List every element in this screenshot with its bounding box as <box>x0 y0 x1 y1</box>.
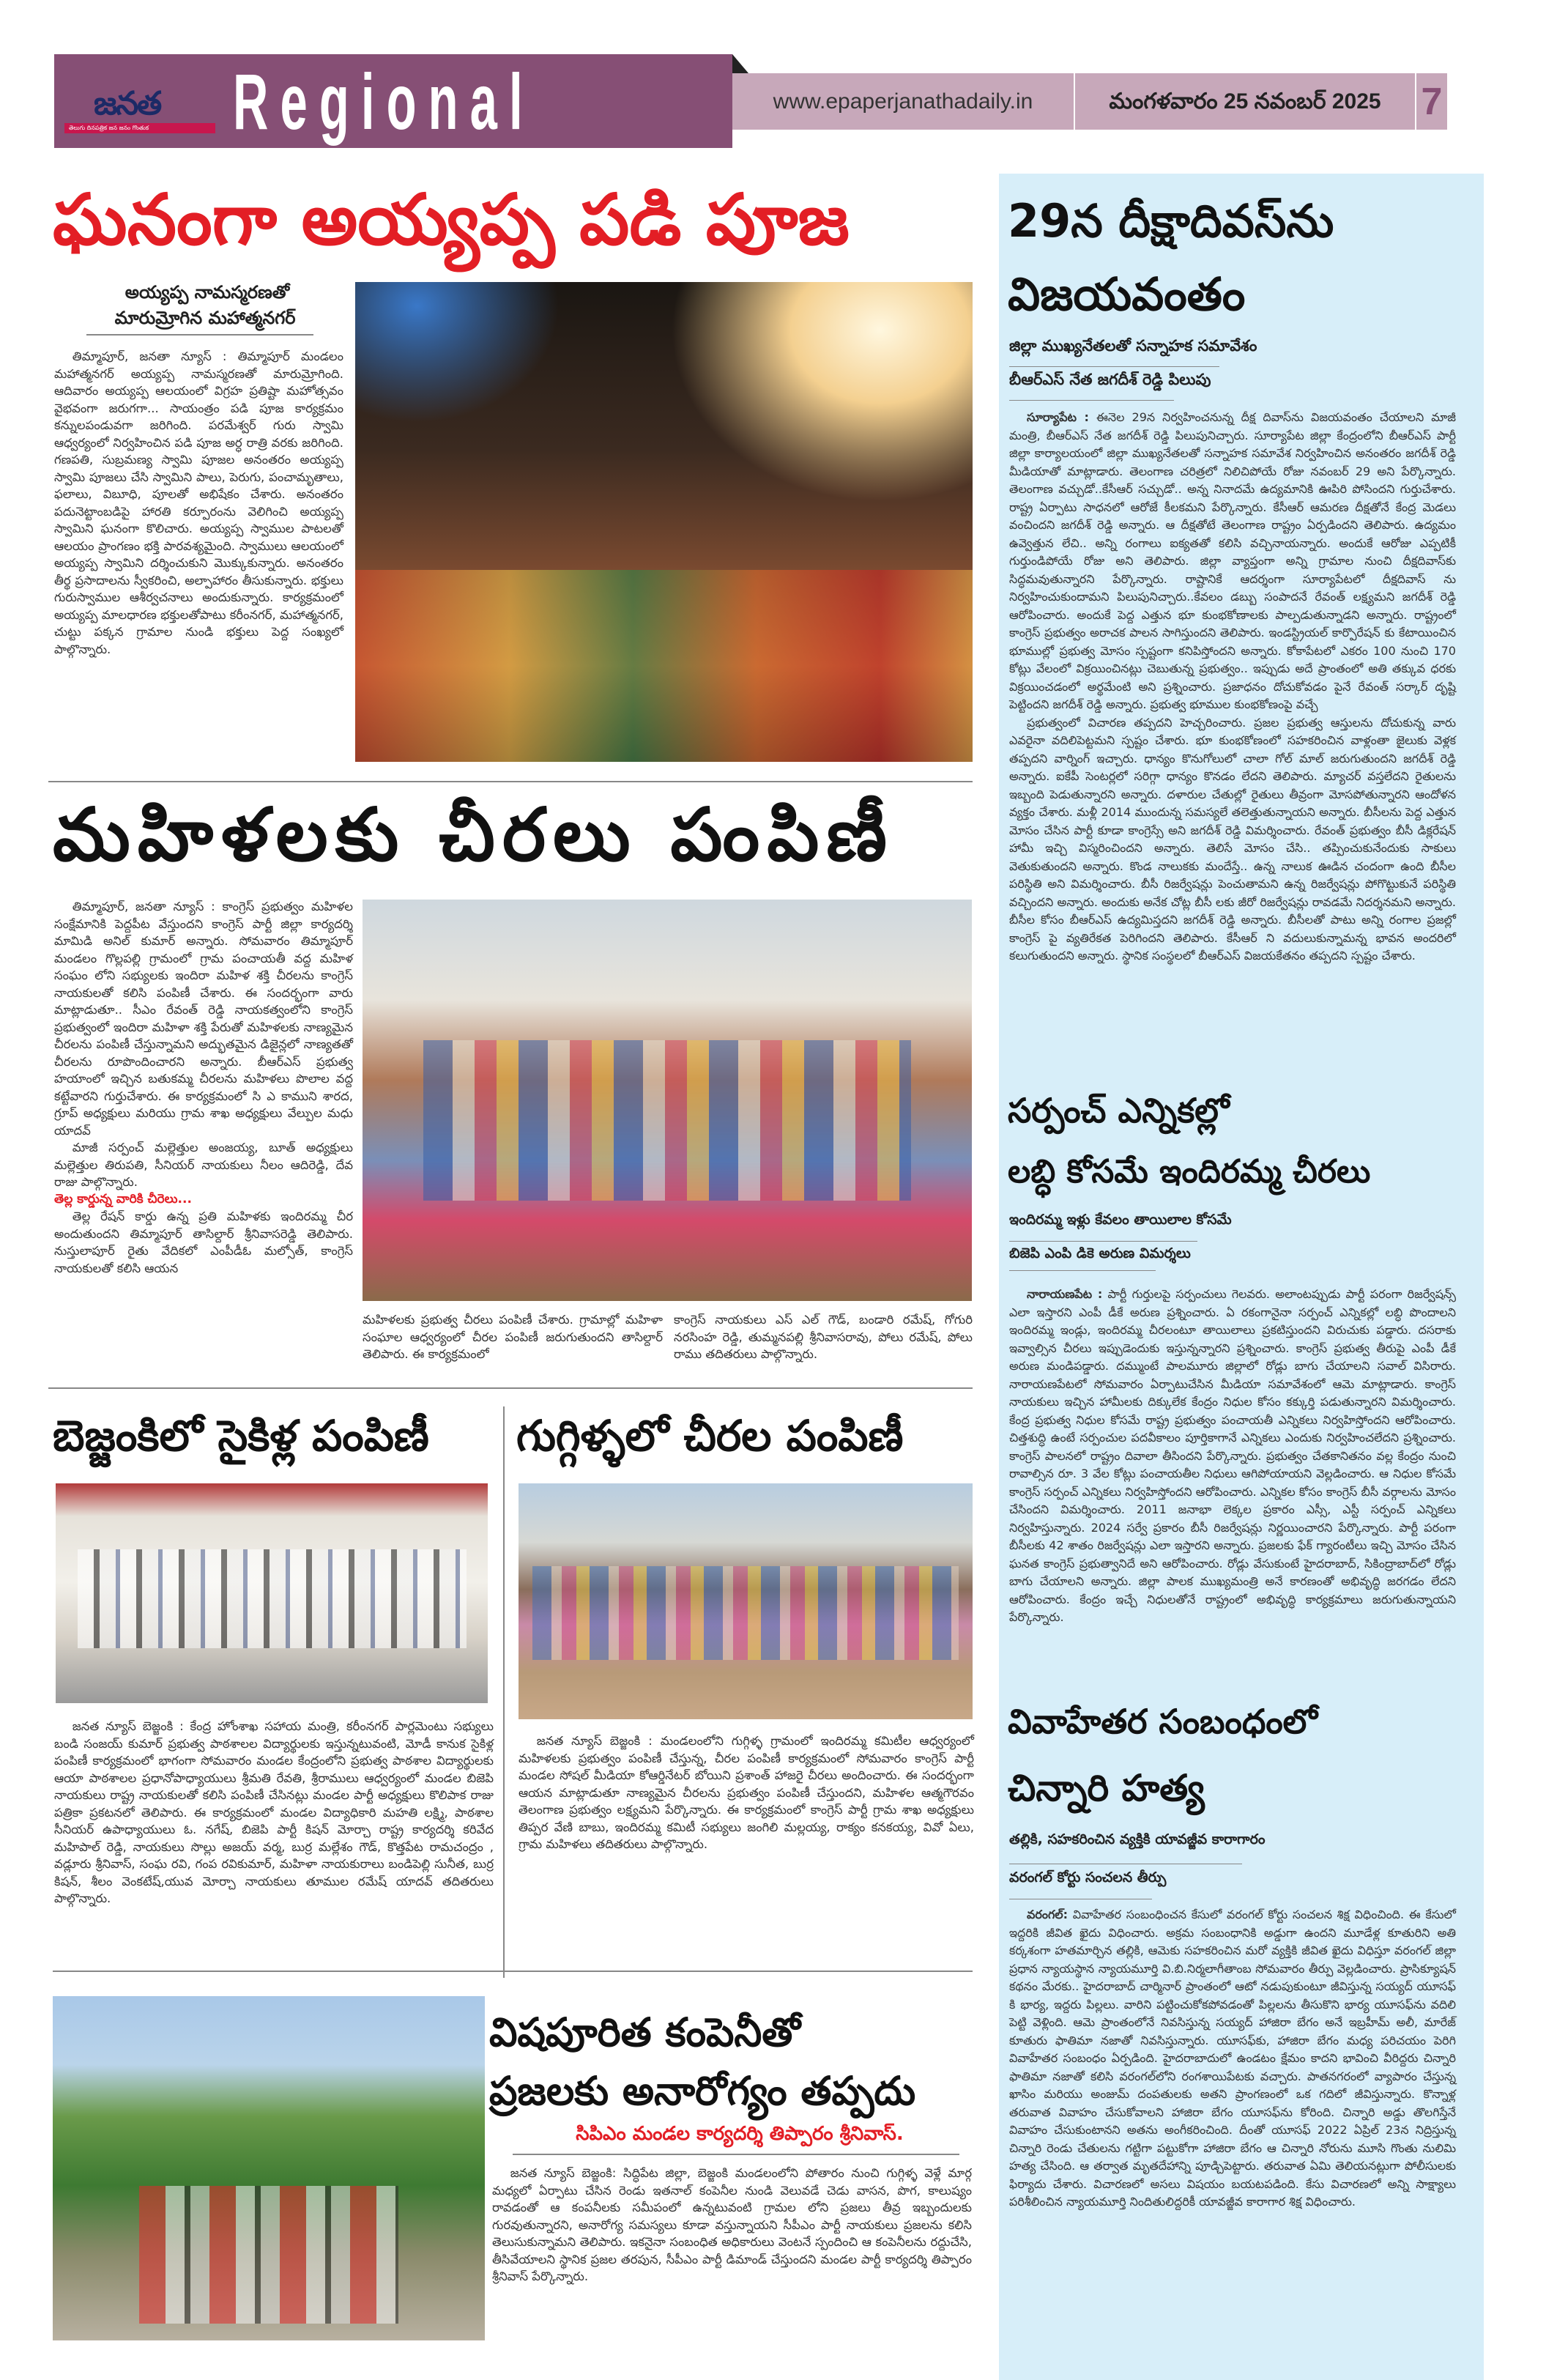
body-text: మాజీ సర్పంచ్ మల్లెత్తుల అంజయ్య, బూత్ అధ్యక్షులు మల్లెత్తుల తిరుపతి, సీనియర్ నాయకులు నీలం ఆదిరెడ్డి, దేవ రాజు పాల్గొన్నారు. <box>54 1141 353 1189</box>
article-body-sarees-2 <box>363 1311 663 1363</box>
headline-murder-2: చిన్నారి హత్య <box>1008 1767 1205 1809</box>
article-body-cpm <box>492 2165 972 2286</box>
headline-cpm-1: విషపూరిత కంపెనీతో <box>489 2009 800 2055</box>
red-subhead: తెల్ల కార్డున్న వారికి చీరెలు... <box>54 1191 192 1206</box>
column-divider <box>503 1406 505 1978</box>
body-text: పార్టీ గుర్తులపై సర్పంచులు గెలవరు. అలాంటప్పుడు పార్టీ పరంగా రిజర్వేషన్స్ ఎలా ఇస్తారని ఎంపీ డీకే అరుణ ప్రశ్నించారు. ఏ రకంగానైనా సర్పంచ్ ఎన్నికల్లో లబ్ధి పొందాలని ఇందిరమ్మ ఇండ్లు, ఇందిరమ్మ చీరలంటూ తాయిలాలు ప్రకటిస్తుందని విరుచుకు పడ్డారు. దసరాకు ఇవ్వాల్సిన చీరలు ఇప్పుడెందుకు ఇస్తున్నన్నారని ప్రశ్నించారు. కాంగ్రెస్ ప్రభుత్వ తీరుపై ఎంపీ డీకే అరుణ మండిపడ్డారు. దమ్ముంటే పాలమూరు జిల్లాలో రోడ్లు బాగు చేయాలని సవాల్ విసిరారు. నారాయణపేటలో సోమవారం ఏర్పాటుచేసిన మీడియా సమావేశంలో ఆమె మాట్లాడారు. కాంగ్రెస్ నాయకులు ఇచ్చిన హామీలకు దిక్కులేక కేంద్రం నిధుల కోసం కక్కుర్తి పడుతున్నారని విమర్శించారు. కేంద్ర ప్రభుత్వ నిధుల కోసమే రాష్ట్ర ప్రభుత్వం పంచాయతీ ఎన్నికలు నిర్వహిస్తోందని ఆరోపించారు. చిత్తశుద్ధి ఉంటే సర్పంచుల పదవీకాలం పూర్తికాగానే ఎన్నికలు ఎందుకు నిర్వహించలేదని ప్రశ్నించారు. కాంగ్రెస్ పాలనలో రాష్ట్రం దివాలా తీసిందని పేర్కొన్నారు. ప్రభుత్వం చేతకానితనం వల్ల కేంద్రం నుంచి రావాల్సిన రూ. 3 వేల కోట్లు పంచాయతీల నిధులు ఆగిపోయాయని వెల్లడించారు. ఆ నిధుల కోసమే కాంగ్రెస్ సర్పంచ్ ఎన్నికలు నిర్వహిస్తోందని ఆరోపించారు. ఎన్నికల కోసం కాంగ్రెస్ బీసీ వర్గాలను మోసం చేసిందని విమర్శించారు. 2011 జనాభా లెక్కల ప్రకారం ఎస్సీ, ఎస్టీ సర్పంచ్ ఎన్నికలు నిర్వహిస్తున్నారు. 2024 సర్వే ప్రకారం బీసీ రిజర్వేషన్లు నిర్ణయించారని పేర్కొన్నారు. పార్టీ పరంగా బీసీలకు 42 శాతం రిజర్వేషన్లు ఎలా ఇస్తారని అన్నారు. ప్రజలకు ఫేక్ గ్యారంటీలు ఇచ్చి మోసం చేసిన ఘనత కాంగ్రెస్ ప్రభుత్వానిదే అని ఆరోపించారు. రోడ్లు వేసుకుంటే హైదరాబాద్, సికింద్రాబాద్‌లో రోడ్లు బాగు చేయాలని అన్నారు. జిల్లా పాలక ముఖ్యమంత్రి అనే కారణంతో అభివృద్ధి జరగడం లేదని ఆరోపించారు. కేంద్రం ఇచ్చే నిధులతోనే రాష్ట్రంలో అభివృద్ధి కార్యక్రమాలు జరుగుతున్నాయని పేర్కొన్నారు. <box>1009 1287 1456 1624</box>
headline-sarpanch-1: సర్పంచ్ ఎన్నికల్లో <box>1008 1091 1230 1130</box>
subhead-cpm: సిపిఎం మండల కార్యదర్శి తిప్పారం శ్రీనివాస్. <box>576 2123 904 2145</box>
headline-murder-1: వివాహేతర సంబంధంలో <box>1008 1702 1318 1741</box>
subhead-murder-1: తల్లికి, సహకరించిన వ్యక్తికి యావజ్జీవ కారాగారం <box>1009 1831 1266 1847</box>
article-body-sarees-3 <box>674 1311 973 1363</box>
body-text <box>1009 409 1456 714</box>
info-bar <box>732 73 1447 130</box>
issue-date: మంగళవారం 25 నవంబర్ 2025 <box>1075 73 1416 130</box>
body-text: ప్రభుత్వంలో విచారణ తప్పదని హెచ్చరించారు. ప్రజల ప్రభుత్వ ఆస్తులను దోచుకున్న వారు ఎవరైనా వదిలిపెట్టమని స్పష్టం చేశారు. భూ కుంభకోణంలో సహకరించిన వాళ్లంతా జైలుకు వెళ్లక తప్పదని వార్నింగ్ ఇచ్చారు. ధాన్యం కొనుగోలులో చాలా గోల్ మాల్ జరుగుతుందని జగదీశ్ రెడ్డి అన్నారు. ఐకేపీ సెంటర్లలో సరిగ్గా ధాన్యం కొనడం లేదని తెలిపారు. మ్యాచర్ వస్తలేదని రైతులను ఇబ్బంది పెడుతున్నారని అన్నారు. దళారుల చేతుల్లో రైతులు తీవ్రంగా మోసపోతున్నారని ఆందోళన వ్యక్తం చేశారు. మళ్లీ 2014 ముందున్న సమస్యలే తలెత్తుతున్నాయని అన్నారు. బీసీలను పెద్ద ఎత్తున మోసం చేసిన పార్టీ కూడా కాంగ్రెస్సే అని జగదీశ్ రెడ్డి విమర్శించారు. రేవంత్ ప్రభుత్వం బీసీ డిక్లరేషన్ హామీ ఇచ్చి విస్మరించిందని అన్నారు. తెలిసే మోసం చేసి.. తప్పించుకునేందుకు సాకులు వెతుకుతుందని అన్నారు. కొండ నాలుకకు మందేస్తే.. ఉన్న నాలుక ఊడిన చందంగా ఉంది బీసీల పరిస్థితి అని విమర్శించారు. బీసీ రిజర్వేషన్లు పెంచుతామని ఉన్న రిజర్వేషన్లు పోగొట్టుకునే పరిస్థితి వచ్చిందని అన్నారు. అందుకు అనేక చోట్ల బీసీ లకు జీరో రిజర్వేషన్లు రావడమే నిదర్శనమని అన్నారు. బీసీల కోసం బీఆర్ఎస్ ఉద్యమిస్తదని జగదీశ్ రెడ్డి అన్నారు. బీసీలతో పాటు అన్ని రంగాల ప్రజల్లో కాంగ్రెస్ పై వ్యతిరేకత పెరిగిందని తెలిపారు. కేసీఆర్ ని వదులుకున్నామన్న భావన అందరిలో కలుగుతుందని అన్నారు. స్థానిక సంస్థలలో బీఆర్ఎస్ విజయకేతనం తప్పదని స్పష్టం చేశారు. <box>1009 715 1456 963</box>
body-text: జనత న్యూస్ బెజ్జంకి: సిద్ధిపేట జిల్లా, బెజ్జంకి మండలంలోని పోతారం నుంచి గుగ్గిళ్ళ వెళ్లే మార్గ మధ్యలో ఏర్పాటు చేసిన రెండు ఇతనాల్ కంపెనీల నుండి వెలువడే చెడు వాసన, పొగ, కాలుష్యం రావడంతో ఆ కంపనీలకు సమీపంలో ఉన్నటువంటి గ్రామల లోని ప్రజలు తీవ్ర ఇబ్బందులకు గురవుతున్నారని, అనారోగ్య సమస్యలు కూడా వస్తున్నాయని సీపీఎం పార్టీ నాయకులు ప్రజలను కలిసి తెలుసుకున్నామని తెలిపారు. ఇకనైనా సంబంధిత అధికారులు వెంటనే స్పందించి ఆ కంపెనీలను రద్దుచేసి, తీసివేయాలని స్థానిక ప్రజల తరపున, సీపీఎం పార్టీ డిమాండ్ చేస్తుందని మండల పార్టీ కార్యదర్శి తిప్పారం శ్రీనివాస్ పేర్కొన్నారు. <box>492 2166 972 2283</box>
article-body-deeksha <box>1009 409 1456 965</box>
dateline: నారాయణపేట : <box>1027 1287 1103 1301</box>
section-title: Regional <box>233 57 535 146</box>
subhead-deeksha-1: జిల్లా ముఖ్యనేతలతో సన్నాహక సమావేశం <box>1009 337 1257 355</box>
body-text <box>1009 1286 1456 1627</box>
headline-ayyappa: ఘనంగా అయ్యప్ప పడి పూజ <box>53 179 850 261</box>
newspaper-logo <box>64 85 215 139</box>
body-text: తిమ్మాపూర్, జనతా న్యూస్ : తిమ్మాపూర్ మండలం మహాత్మనగర్ అయ్యప్ప నామస్మరణతో మారుమ్రోగింది. ఆదివారం అయ్యప్ప ఆలయంలో విగ్రహ ప్రతిష్టా మహోత్సవం వైభవంగా జరుగగా... సాయంత్రం పడి పూజ కార్యక్రమం కన్నులపండువగా జరిగింది. పరమేశ్వర్ గురు స్వామి ఆధ్వర్యంలో నిర్వహించిన పడి పూజ అర్ధ రాత్రి వరకు జరిగింది. గణపతి, సుబ్రమణ్య స్వామి పూజల అనంతరం అయ్యప్ప స్వామి పూజలు చేసి స్వామిని పాలు, పెరుగు, పంచామృతాలు, ఫలాలు, విబూధి, పూలతో అభిషేకం చేశారు. అనంతరం పదునెట్టాంబడిపై హారతి కర్పూరంను వెలిగించి అయ్యప్ప స్వామిని ఘనంగా కొలిచారు. అయ్యప్ప స్వాముల పాటలతో ఆలయం ప్రాంగణం భక్తి పారవశ్యమైంది. స్వాములు ఆలయంలో అయ్యప్ప స్వామిని దర్శించుకుని మొక్కుకున్నారు. అనంతరం తీర్థ ప్రసాదాలను స్వీకరించి, అల్పాహారం తీసుకున్నారు. భక్తులు గురుస్వాముల ఆశీర్వచనాలు అందుకున్నారు. కార్యక్రమంలో అయ్యప్ప మాలధారణ భక్తులతోపాటు కరీంనగర్, మహాత్మనగర్, చుట్టు పక్కన గ్రామాల నుండి భక్తులు పెద్ద సంఖ్యలో పాల్గొన్నారు. <box>54 349 343 656</box>
article-body-murder <box>1009 1906 1456 2212</box>
photo-cpm-leaders <box>53 1996 485 2340</box>
article-body-guggilla <box>519 1732 974 1853</box>
subhead-ayyappa-2: మారుమ్రోగిన మహాత్మనగర్ <box>114 308 296 328</box>
body-text: జనత న్యూస్ బెజ్జంకి : కేంద్ర హోంశాఖ సహాయ మంత్రి, కరీంనగర్ పార్లమెంటు సభ్యులు బండి సంజయ్ కుమార్ ప్రభుత్వ పాఠశాలల విద్యార్థులకు ఇస్తున్నటువంటి, మోడీ కానుక సైకిళ్ల పంపిణీ కార్యక్రమంలో భాగంగా సోమవారం మండల కేంద్రంలోని ప్రభుత్వ పాఠశాల విద్యార్థులకు ఆయా పాఠశాలల ప్రధానోపాధ్యాయులు శ్రీమతి రేవతి, శ్రీరాములు ఆధ్వర్యంలో మండల బిజెపి నాయకులు రాష్ట్ర నాయకులతో కలిసి పంపిణీ చేసినట్లు మండల పార్టీ అధ్యక్షులు కొలిపాక రాజు పత్రికా ప్రకటనలో తెలిపారు. ఈ కార్యక్రమంలో మండల విద్యాధికారి మహతి లక్ష్మి, పాఠశాల సీనియర్ ఉపాధ్యాయులు ఓ. నగేష్, బిజెపి పార్టీ కిషన్ మోర్చా రాష్ట్ర కార్యదర్శి కరివేద మహిపాల్ రెడ్డి, నాయకులు సొల్లు అజయ్ వర్మ, బుర్ర మల్లేశం గౌడ్, కొత్తపేట రామచంద్రం , వడ్లూరు శ్రీనివాస్, సంఘ రవి, గంప రవికుమార్, మహిళా నాయకురాలు బండిపెల్లి సునీత, బుర్ర కిషన్, శీలం వెంకటేష్,యువ మోర్చా నాయకులు తూముల రమేష్ యాదవ్ తదితరులు పాల్గొన్నారు. <box>54 1719 494 1905</box>
body-text: ఈనెల 29న నిర్వహించనున్న దీక్ష దివాస్‌ను విజయవంతం చేయాలని మాజీ మంత్రి, బీఆర్ఎస్ నేత జగదీశ్ రెడ్డి పిలుపునిచ్చారు. సూర్యాపేట జిల్లా కేంద్రంలోని బీఆర్ఎస్ పార్టీ జిల్లా కార్యాలయంలో జిల్లా ముఖ్యనేతలతో సన్నాహక సమావేశ నిర్వహించిన అనంతరం జగదీశ్ రెడ్డి మీడియాతో మాట్లాడారు. తెలంగాణ చరిత్రలో నిలిచిపోయే రోజు నవంబర్ 29 అని పేర్కొన్నారు. తెలంగాణ వచ్చుడో..కేసీఆర్ సచ్చుడో.. అన్న నినాదమే ఉద్యమానికి ఊపిరి పోసిందని గుర్తుచేశారు. రాష్ట్ర ఏర్పాటు సాధనలో ఆరోజే కీలకమని పేర్కొన్నారు. కేసీఆర్ ఆమరణ దీక్షతోనే కేంద్ర మెడలు వంచిందని జగదీశ్ రెడ్డి అన్నారు. ఆ దీక్షతోటే తెలంగాణ రాష్ట్రం ఏర్పడిందని తెలిపారు. ఉద్యమం ఉవ్వెత్తున లేచి.. అన్ని రంగాలు ఐక్యతతో కలిసి వచ్చినాయన్నారు. అందుకే ఆరోజు ఎప్పటికీ గుర్తుండిపోయే రోజు అని తెలిపారు. జిల్లా వ్యాప్తంగా అన్ని గ్రామాల నుంచి దీక్షదివాస్‌కు సిద్ధమవుతున్నారని పేర్కొన్నారు. రాష్టానికే ఆదర్శంగా సూర్యాపేటలో దీక్షదివాస్ ను నిర్వహించుకుందామని పిలుపునిచ్చారు..కేవలం డబ్బు సంపాదనే రేవంత్ లక్ష్యమని జగదీశ్ రెడ్డి ఆరోపించారు. అందుకే పెద్ద ఎత్తున భూ కుంభకోణాలకు పాల్పడుతున్నాడని అన్నారు. రాష్ట్రంలో కాంగ్రెస్ ప్రభుత్వం అరాచక పాలన సాగిస్తుందని తెలిపారు. ఇండస్ట్రియల్ కార్పొరేషన్ కు కేటాయించిన భూముల్లో ప్రభుత్వ మోసం స్పష్టంగా కనిపిస్తోందని అన్నారు. కోకాపేటలో ఎకరం 100 నుంచి 170 కోట్లు వేలంలో విక్రయించినట్లు చెబుతున్న ప్రభుత్వం.. ఇప్పుడు అదే ప్రాంతంలో అతి తక్కువ ధరకు విక్రయించడంలో అర్థమేంటి అని ప్రశ్నించారు. ప్రజాధనం దోచుకోవడం పైనే రేవంత్ సర్కార్ దృష్టి పెట్టిందని జగదీశ్ రెడ్డి అన్నారు. ప్రభుత్వ భూముల కుంభకోణంపై వచ్చే <box>1009 410 1457 711</box>
body-text: మహిళలకు ప్రభుత్వ చీరలు పంపిణీ చేశారు. గ్రామాల్లో మహిళా సంఘాల ఆధ్వర్యంలో చీరల పంపిణీ జరుగుతుందని తాసిల్దార్ తెలిపారు. ఈ కార్యక్రమంలో <box>363 1313 663 1361</box>
divider <box>1009 1241 1197 1242</box>
divider <box>513 2154 959 2155</box>
divider <box>86 334 313 336</box>
article-body-sarees <box>54 898 353 1277</box>
divider <box>1009 400 1174 401</box>
headline-deeksha-1: 29న దీక్షాదివస్‌ను <box>1008 194 1334 248</box>
logo-text: జనత <box>94 85 161 122</box>
subhead-ayyappa-1: అయ్యప్ప నామస్మరణతో <box>125 282 290 303</box>
body-text: తిమ్మాపూర్, జనతా న్యూస్ : కాంగ్రెస్ ప్రభుత్వం మహిళల సంక్షేమానికి పెద్దపీట వేస్తుందని కాంగ్రెస్ పార్టీ జిల్లా కార్యదర్శి మామిడి అనిల్ కుమార్ అన్నారు. సోమవారం తిమ్మాపూర్ మండలం గొల్లపల్లి గ్రామంలో గ్రామ పంచాయతీ వద్ద మహిళ సంఘం లోని సభ్యులకు ఇందిరా మహిళ శక్తి చీరలను కాంగ్రెస్ నాయకులతో కలిసి పంపిణీ చేశారు. ఈ సందర్భంగా వారు మాట్లాడుతూ.. సీఎం రేవంత్ రెడ్డి నాయకత్వంలోని కాంగ్రెస్ ప్రభుత్వంలో ఇందిరా మహిళా శక్తి పేరుతో మహిళలకు నాణ్యమైన చీరలను పంపిణీ చేస్తున్నామని అద్భుతమైన డిజైన్లలో నాణ్యతతో చీరలను రూపొందించారని అన్నారు. బీఆర్ఎస్ ప్రభుత్వ హయాంలో ఇచ్చిన బతుకమ్మ చీరలను మహిళలు పొలాల వద్ద కట్టేవారని గుర్తుచేశారు. ఈ కార్యక్రమంలో సి ఎ కాముని శారద, గ్రూప్ అధ్యక్షులు మరియు గ్రామ శాఖ అధ్యక్షులు వేల్పుల మధు యాదవ్ <box>54 900 353 1138</box>
divider <box>53 1971 973 1972</box>
subhead-deeksha-2: బీఆర్ఎస్ నేత జగదీశ్ రెడ్డి పిలుపు <box>1009 371 1211 388</box>
headline-guggilla: గుగ్గిళ్ళలో చీరల పంపిణీ <box>516 1411 904 1461</box>
headline-cpm-2: ప్రజలకు అనారోగ్యం తప్పదు <box>489 2068 916 2114</box>
dateline: వరంగల్: <box>1027 1908 1069 1921</box>
website-link[interactable]: www.epaperjanathadaily.in <box>732 73 1075 130</box>
divider <box>48 1387 973 1389</box>
subhead-murder-2: వరంగల్ కోర్టు సంచలన తీర్పు <box>1009 1869 1167 1886</box>
body-text: వివాహేతర సంబంధించన కేసులో వరంగల్ కోర్టు సంచలన శిక్ష విధించింది. ఈ కేసులో ఇద్దరికి జీవిత ఖైదు విధించారు. అక్రమ సంబంధానికి అడ్డుగా ఉందని మూడేళ్ల కూతురిని అతి కర్కశంగా హతమార్చిన తల్లికి, ఆమెకు సహకరించిన మరో వ్యక్తికి జీవిత ఖైదు విధిస్తూ వరంగల్ జిల్లా ప్రధాన న్యాయస్థాన న్యాయమూర్తి వి.బి.నిర్మలాగీతాంబ సోమవారం తీర్పు వెల్లడించారు. ప్రాసిక్యూషన్ కథనం మేరకు.. హైదరాబాద్ చార్మినార్ ప్రాంతంలో ఆటో నడుపుకుంటూ జీవిస్తున్న సయ్యద్ యూసఫ్ కి భార్య, ఇద్దరు పిల్లలు. వారిని పట్టించుకోకపోవడంతో పిల్లలను తీసుకొని భార్య యూసఫ్‌ను వదిలి పెట్టి వెళ్లింది. ఆమె ప్రాంతంలోనే నివసిస్తున్న సయ్యద్ హాజిరా బేగం అనే ఇబ్రహీమ్ అలీ, మారేజ్ కూతురు ఫాతిమా నజాతో నివసిస్తున్నారు. యూసఫ్‌కు, హాజిరా బేగం మధ్య పరిచయం పెరిగి వివాహేతర సంబంధం ఏర్పడింది. హైదరాబాదులో ఉండటం క్షేమం కాదని భావించి వీరిద్దరు చిన్నారి ఫాతిమా నజాతో కలిసి వరంగల్‌లోని రంగశాయిపేటకు వచ్చారు. పాతనగరంలో వ్యాపారం చేస్తున్న ఖాసిం మరియు అంజుమ్ దంపతులకు అతని ప్రాంగణంలో ఒక గదిలో జీవిస్తున్నారు. కొన్నాళ్ల తరువాత వివాహం చేసుకోవాలని హాజిరా బేగం యూసఫ్‌ను కోరింది. చిన్నారి అడ్డు తొలగిస్తేనే వివాహం చేసుకుంటానని అతను అంగీకరించింది. దీంతో యూసఫ్ 2022 ఏప్రిల్ 23న నిద్రిస్తున్న చిన్నారి రెండు చేతులను గట్టిగా పట్టుకోగా హాజిరా బేగం ఆ చిన్నారి నోరును మూసి గొంతు నులిమి హత్య చేసింది. ఆ తర్వాత మృతదేహాన్ని పూడ్చిపెట్టారు. తరువాత ఏమి తెలియనట్లుగా పోలీసులకు ఫిర్యాదు చేశారు. విచారణలో అసలు విషయం బయటపడింది. కేసు విచారణలో అన్ని సాక్ష్యాలు పరిశీలించిన న్యాయమూర్తి నిందితులిద్దరికీ యావజ్జీవ కారాగార శిక్ష విధించారు. <box>1009 1908 1456 2209</box>
photo-guggilla-sarees <box>519 1483 973 1719</box>
article-body-bejjanki <box>54 1718 494 1908</box>
dateline: సూర్యాపేట : <box>1027 410 1089 424</box>
divider <box>1009 1270 1156 1271</box>
headline-bejjanki: బెజ్జంకిలో సైకిళ్ల పంపిణీ <box>53 1411 429 1461</box>
divider <box>1009 366 1219 367</box>
divider <box>48 781 973 782</box>
body-text: కాంగ్రెస్ నాయకులు ఎస్ ఎల్ గౌడ్, బండారి రమేష్, గోగురి నరసింహ రెడ్డి, తుమ్మనపల్లి శ్రీనివాసరావు, పోలు రమేష్, పోలు రాము తదితరులు పాల్గొన్నారు. <box>674 1313 973 1361</box>
headline-sarees: మహిళలకు చీరలు పంపిణీ <box>53 792 894 878</box>
body-text: జనత న్యూస్ బెజ్జంకి : మండలంలోని గుగ్గిళ్ళ గ్రామంలో ఇందిరమ్మ కమిటీల ఆధ్వర్యంలో మహిళలకు ప్రభుత్వం పంపిణీ చేస్తున్న, చీరల పంపిణీ కార్యక్రమంలో సోమవారం కాంగ్రెస్ పార్టీ మండల సోషల్ మీడియా కోఆర్డినేటర్ బోయిని ప్రశాంత్ హాజరై చీరలు అందించారు. ఈ సందర్భంగా ఆయన మాట్లాడుతూ నాణ్యమైన చీరలను ప్రభుత్వం పంపిణీ చేస్తుందని, మహిళల ఆత్మగౌరవం తెలంగాణ ప్రభుత్వం లక్ష్యమని పేర్కొన్నారు. ఈ కార్యక్రమంలో కాంగ్రెస్ పార్టీ గ్రామ శాఖ అధ్యక్షులు తిప్పర వేణి బాబు, ఇందిరమ్మ కమిటీ సభ్యులు జంగిలి మల్లయ్య, రాక్యం కనకయ్య, వివో ఏలు, గ్రామ మహిళలు తదితరులు పాల్గొన్నారు. <box>519 1734 974 1851</box>
photo-padi-pooja <box>355 282 973 762</box>
headline-deeksha-2: విజయవంతం <box>1008 267 1246 321</box>
logo-tagline: తెలుగు దినపత్రిక జన జనం గొంతుక <box>64 123 215 133</box>
article-body-ayyappa <box>54 348 343 658</box>
photo-saree-distribution <box>363 900 972 1301</box>
subhead-sarpanch-2: బిజెపి ఎంపి డికె అరుణ విమర్శలు <box>1009 1245 1191 1261</box>
subhead-sarpanch-1: ఇందిరమ్మ ఇళ్లు కేవలం తాయిలాల కోసమే <box>1009 1212 1232 1228</box>
body-text <box>1009 1906 1456 2212</box>
photo-cycle-distribution <box>56 1483 488 1703</box>
fold-corner <box>732 54 748 73</box>
article-body-sarpanch <box>1009 1286 1456 1627</box>
body-text: తెల్ల రేషన్ కార్డు ఉన్న ప్రతి మహిళకు ఇందిరమ్మ చీర అందుతుందని తిమ్మాపూర్ తాసిల్దార్ శ్రీనివాసరెడ్డి తెలిపారు. నుస్తులాపూర్ రైతు వేదికలో ఎంపీడీఓ మల్సోత్, కాంగ్రెస్ నాయకులతో కలిసి ఆయన <box>54 1209 353 1275</box>
headline-sarpanch-2: లబ్ధి కోసమే ఇందిరమ్మ చీరలు <box>1008 1153 1371 1190</box>
page-number: 7 <box>1421 80 1443 123</box>
